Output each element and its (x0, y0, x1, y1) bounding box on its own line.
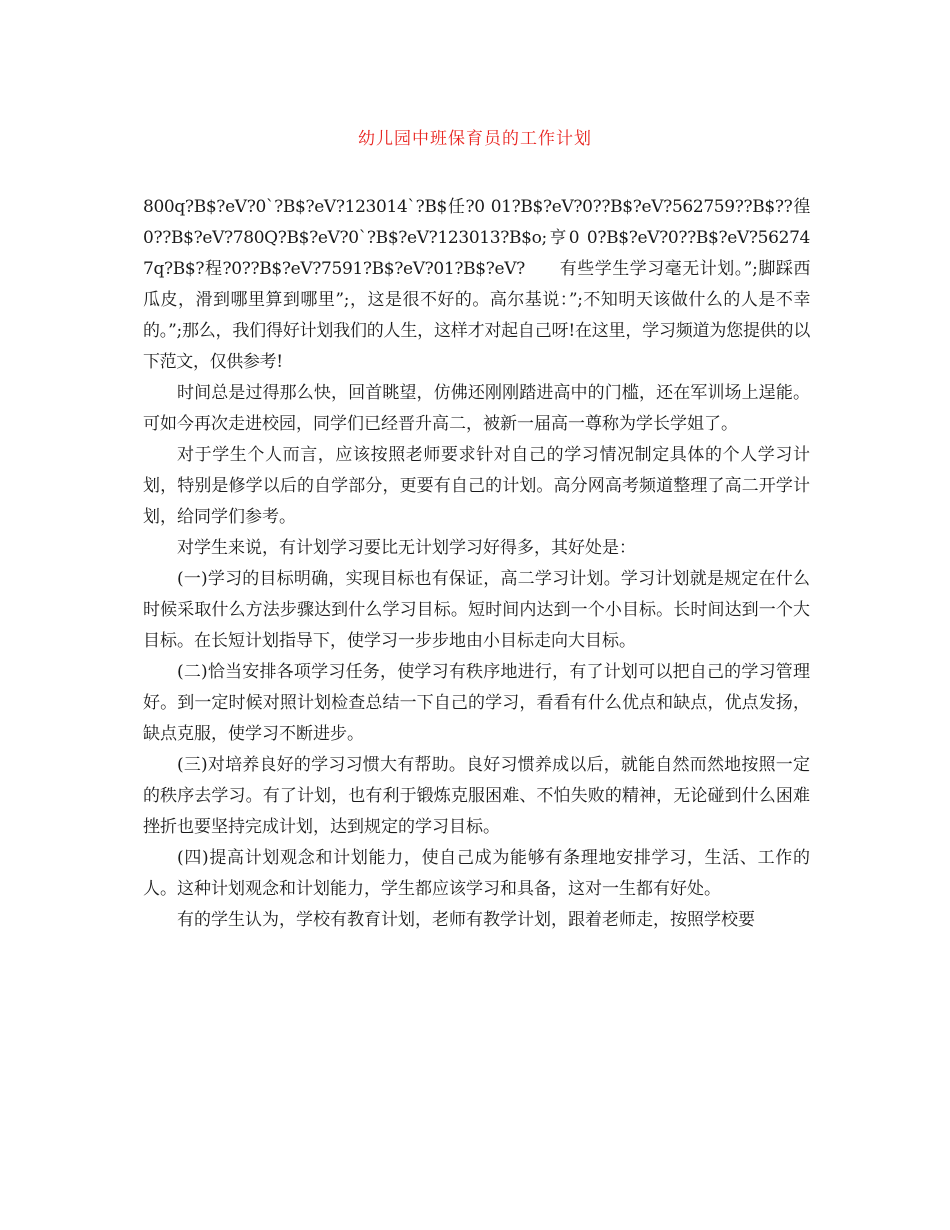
intro-text: 有些学生学习毫无计划。”;脚踩西瓜皮，滑到哪里算到哪里”;，这是很不好的。高尔基说：”;不知明天该做什么的人是不幸的。”;那么，我们得好计划我们的人生，这样才对起自己呀!在这里，学习频道为您提供的以下范文，仅供参考! (143, 259, 810, 372)
document-title: 幼儿园中班保育员的工作计划 (358, 129, 592, 149)
paragraph-4: (一)学习的目标明确，实现目标也有保证，高二学习计划。学习计划就是规定在什么时候采取什么方法步骤达到什么学习目标。短时间内达到一个小目标。长时间达到一个大目标。在长短计划指导下，使学习一步步地由小目标走向大目标。 (143, 569, 810, 651)
paragraph-3: 对学生来说，有计划学习要比无计划学习好得多，其好处是： (177, 538, 636, 558)
paragraph-5: (二)恰当安排各项学习任务，使学习有秩序地进行，有了计划可以把自己的学习管理好。到一定时候对照计划检查总结一下自己的学习，看看有什么优点和缺点，优点发扬，缺点克服，使学习不断进步。 (143, 662, 810, 744)
paragraph-8: 有的学生认为，学校有教育计划，老师有教学计划，跟着老师走，按照学校要 (177, 910, 755, 930)
intro-paragraph (143, 192, 810, 378)
paragraph-2: 对于学生个人而言，应该按照老师要求针对自己的学习情况制定具体的个人学习计划，特别是修学以后的自学部分，更要有自己的计划。高分网高考频道整理了高二开学计划，给同学们参考。 (143, 445, 810, 527)
paragraph-1: 时间总是过得那么快，回首眺望，仿佛还刚刚踏进高中的门槛，还在军训场上逞能。可如今再次走进校园，同学们已经晋升高二，被新一届高一尊称为学长学姐了。 (143, 383, 810, 434)
document-body (143, 192, 810, 936)
garbled-text: 800q?B$?eV?0`?B$?eV?123014`?B$任?0 01?B$?eV?0??B$?eV?562759??B$??徨0??B$?eV?780Q?B$?eV?0`?B$?eV?123013?B$o;亨0 0?B$?eV?0??B$?eV?562747q?B$?程?0??B$?eV?7591?B$?eV?01?B$?eV? (143, 197, 810, 279)
paragraph-7: (四)提高计划观念和计划能力，使自己成为能够有条理地安排学习，生活、工作的人。这种计划观念和计划能力，学生都应该学习和具备，这对一生都有好处。 (143, 848, 810, 899)
paragraph-6: (三)对培养良好的学习习惯大有帮助。良好习惯养成以后，就能自然而然地按照一定的秩序去学习。有了计划，也有利于锻炼克服困难、不怕失败的精神，无论碰到什么困难挫折也要坚持完成计划，达到规定的学习目标。 (143, 755, 810, 837)
